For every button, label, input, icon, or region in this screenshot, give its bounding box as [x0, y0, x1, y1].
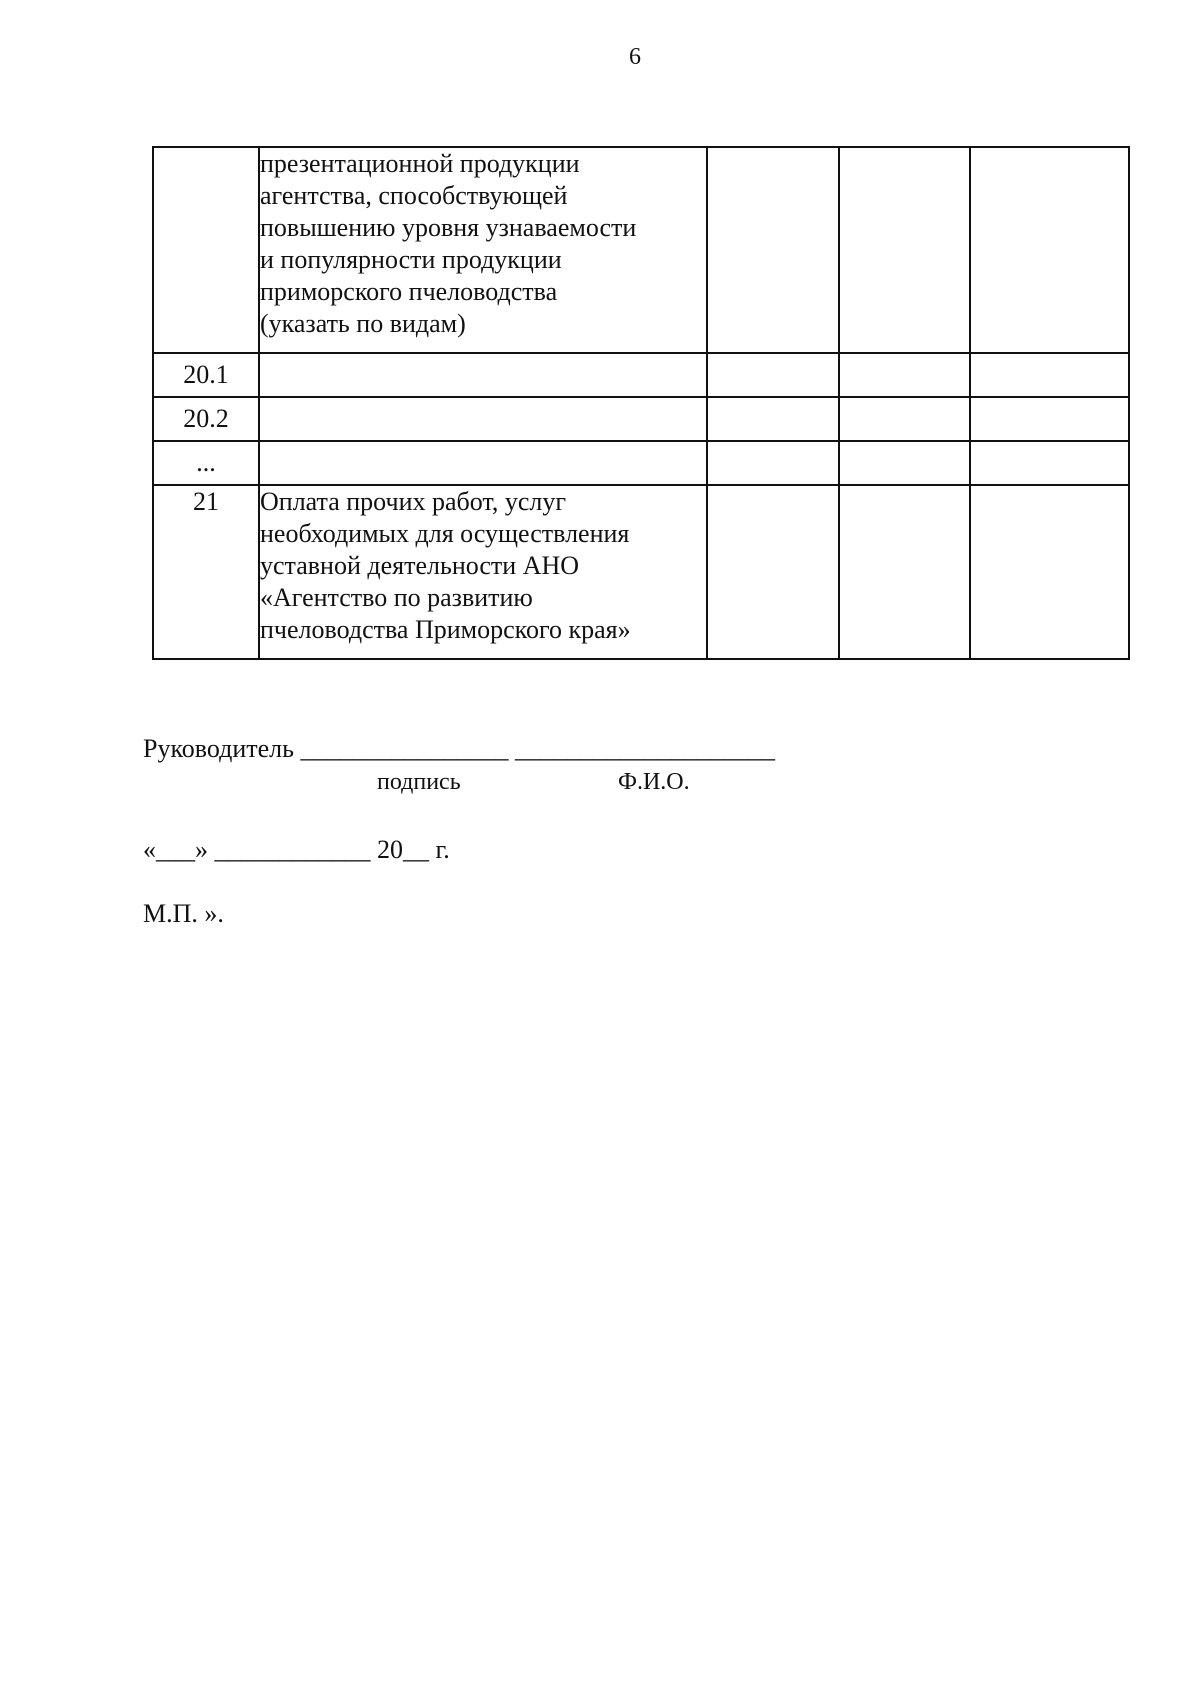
- row-number: [153, 147, 259, 353]
- description-line: Оплата прочих работ, услуг: [260, 487, 566, 516]
- table-row: [153, 147, 1129, 353]
- empty-cell: [970, 147, 1129, 353]
- empty-cell: [707, 441, 839, 485]
- description-line: необходимых для осуществления: [260, 519, 630, 548]
- description-line: и популярности продукции: [260, 245, 562, 274]
- description-line: презентационной продукции: [260, 149, 580, 178]
- empty-cell: [707, 353, 839, 397]
- budget-table: [152, 146, 1130, 660]
- row-number: 20.2: [153, 397, 259, 441]
- name-caption: Ф.И.О.: [618, 769, 690, 795]
- description-line: повышению уровня узнаваемости: [260, 213, 637, 242]
- description-line: приморского пчеловодства: [260, 277, 558, 306]
- empty-cell: [970, 441, 1129, 485]
- row-number: 21: [153, 485, 259, 659]
- row-description: [259, 441, 707, 485]
- stamp-placeholder: М.П. ».: [143, 899, 224, 928]
- row-description: [259, 397, 707, 441]
- row-description: [259, 147, 707, 353]
- signature-caption: подпись: [377, 769, 461, 795]
- table-row: [153, 441, 1129, 485]
- empty-cell: [970, 485, 1129, 659]
- description-line: уставной деятельности АНО: [260, 551, 580, 580]
- description-line: агентства, способствующей: [260, 181, 568, 210]
- empty-cell: [839, 397, 970, 441]
- table-row: [153, 353, 1129, 397]
- empty-cell: [707, 147, 839, 353]
- empty-cell: [707, 397, 839, 441]
- description-line: «Агентство по развитию: [260, 583, 533, 612]
- row-number: 20.1: [153, 353, 259, 397]
- row-number: ...: [153, 441, 259, 485]
- empty-cell: [839, 485, 970, 659]
- description-line: пчеловодства Приморского края»: [260, 615, 631, 644]
- empty-cell: [970, 353, 1129, 397]
- row-description: [259, 353, 707, 397]
- empty-cell: [839, 353, 970, 397]
- row-description: [259, 485, 707, 659]
- empty-cell: [970, 397, 1129, 441]
- empty-cell: [839, 147, 970, 353]
- description-line: (указать по видам): [260, 309, 466, 338]
- date-line: «___» ____________ 20__ г.: [143, 835, 450, 864]
- table-row: [153, 397, 1129, 441]
- empty-cell: [707, 485, 839, 659]
- table-row: [153, 485, 1129, 659]
- signature-line: Руководитель ________________ ____________________: [143, 734, 775, 763]
- empty-cell: [839, 441, 970, 485]
- page-number: 6: [629, 44, 641, 70]
